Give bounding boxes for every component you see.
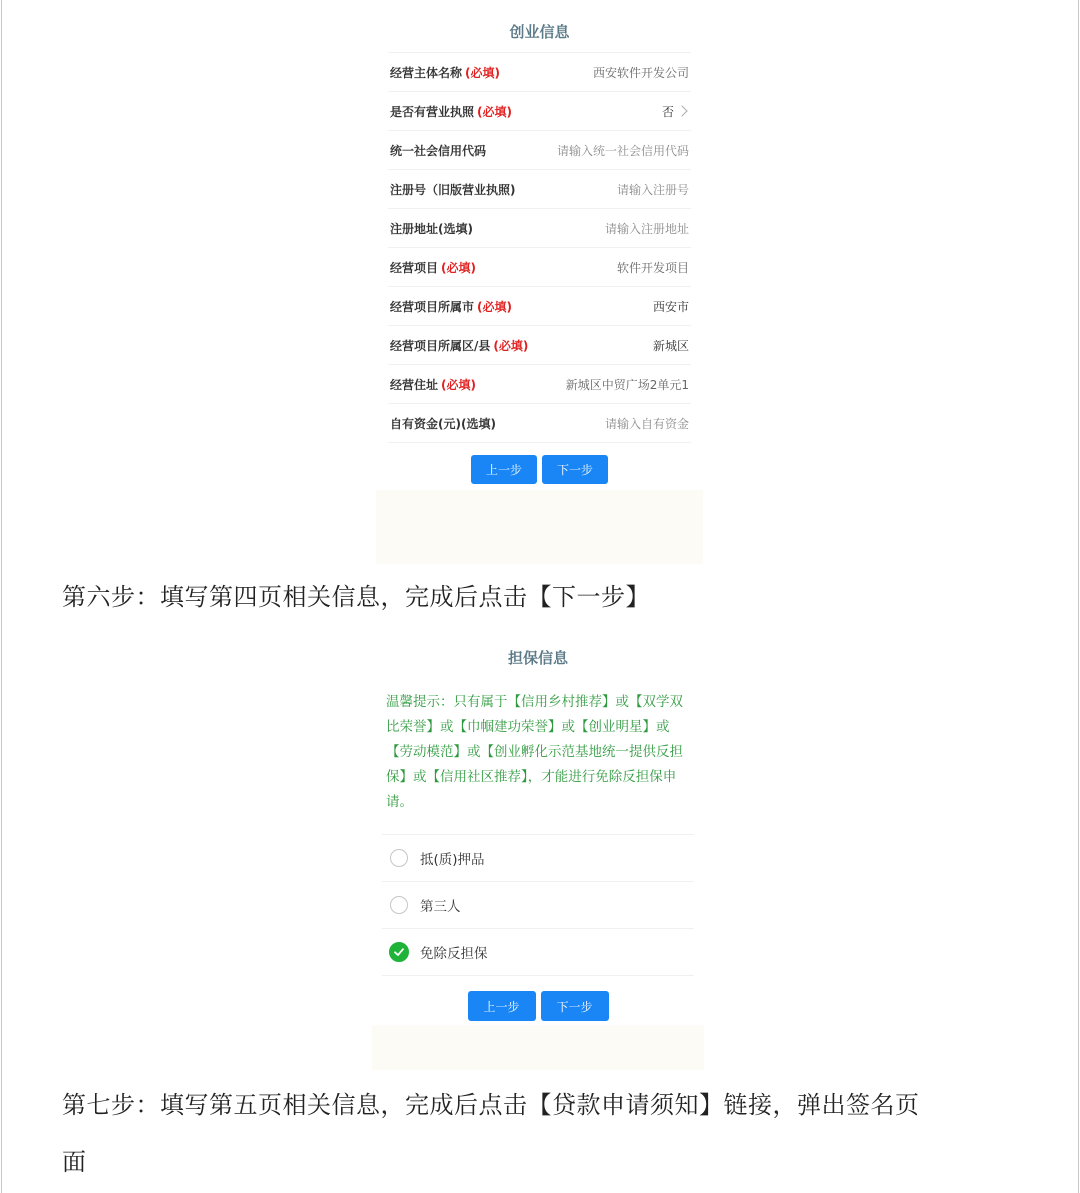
radio-checked-icon[interactable] <box>389 942 409 962</box>
field-label: 经营项目所属区/县 <box>390 338 491 353</box>
footer-area <box>376 490 703 564</box>
radio-unchecked-icon[interactable] <box>390 896 408 914</box>
required-mark: (必填) <box>477 299 512 314</box>
next-step-button[interactable]: 下一步 <box>542 455 608 484</box>
field-label: 是否有营业执照 <box>390 104 475 119</box>
field-label: 统一社会信用代码 <box>390 143 487 158</box>
step-navigation <box>376 455 703 484</box>
guarantee-options <box>382 834 694 976</box>
option-label: 第三人 <box>420 899 461 915</box>
option-waive-counter-guarantee[interactable] <box>382 929 694 976</box>
project-city-row[interactable] <box>388 287 691 326</box>
required-mark: (必填) <box>477 104 512 119</box>
page-border-right <box>1078 0 1079 1193</box>
startup-info-form <box>388 52 691 443</box>
guarantee-info-screenshot <box>372 632 704 1070</box>
own-funds-row[interactable] <box>388 404 691 443</box>
startup-info-screenshot <box>376 0 703 564</box>
step7-caption-continued: 面 <box>62 1148 87 1176</box>
credit-code-input[interactable]: 请输入统一社会信用代码 <box>556 143 689 158</box>
footer-area <box>372 1025 704 1070</box>
business-project-row[interactable] <box>388 248 691 287</box>
step6-caption: 第六步：填写第四页相关信息，完成后点击【下一步】 <box>62 583 650 611</box>
prev-step-button[interactable]: 上一步 <box>468 991 536 1021</box>
business-name-row[interactable] <box>388 53 691 92</box>
step7-caption: 第七步：填写第五页相关信息，完成后点击【贷款申请须知】链接，弹出签名页 <box>62 1091 920 1119</box>
option-collateral[interactable] <box>382 835 694 882</box>
required-mark: (必填) <box>441 377 476 392</box>
field-label: 经营项目所属市 <box>390 299 475 314</box>
field-label: 经营项目 <box>390 260 439 275</box>
registered-address-input[interactable]: 请输入注册地址 <box>604 221 689 236</box>
required-mark: (必填) <box>441 260 476 275</box>
checkmark-icon <box>393 946 405 958</box>
business-address-value[interactable]: 新城区中贸广场2单元1 <box>565 377 689 392</box>
option-label: 免除反担保 <box>420 946 488 962</box>
required-mark: (必填) <box>465 65 500 80</box>
project-district-row[interactable] <box>388 326 691 365</box>
business-project-value[interactable]: 软件开发项目 <box>616 260 689 275</box>
own-funds-input[interactable]: 请输入自有资金 <box>604 416 689 431</box>
registration-number-input[interactable]: 请输入注册号 <box>616 182 689 197</box>
credit-code-row[interactable] <box>388 131 691 170</box>
option-label: 抵(质)押品 <box>420 852 485 868</box>
project-city-value[interactable]: 西安市 <box>652 299 689 314</box>
business-address-row[interactable] <box>388 365 691 404</box>
registered-address-row[interactable] <box>388 209 691 248</box>
page-title: 创业信息 <box>509 23 570 41</box>
registration-number-row[interactable] <box>388 170 691 209</box>
option-third-party[interactable] <box>382 882 694 929</box>
business-license-select[interactable]: 否 <box>661 104 674 119</box>
notice-text: 温馨提示：只有属于【信用乡村推荐】或【双学双比荣誉】或【巾帼建功荣誉】或【创业明星】或【劳动模范】或【创业孵化示范基地统一提供反担保】或【信用社区推荐】，才能进行免除反担保申请。 <box>386 694 683 810</box>
next-step-button[interactable]: 下一步 <box>541 991 609 1021</box>
field-label: 注册号（旧版营业执照) <box>390 182 516 197</box>
required-mark: (必填) <box>493 338 529 353</box>
business-name-value[interactable]: 西安软件开发公司 <box>592 65 689 80</box>
step-navigation <box>372 991 704 1021</box>
field-label: 自有资金(元)(选填) <box>390 416 496 431</box>
page-border-left <box>1 0 2 1193</box>
business-license-row[interactable] <box>388 92 691 131</box>
field-label: 注册地址(选填) <box>390 221 473 236</box>
radio-unchecked-icon[interactable] <box>390 849 408 867</box>
page-title: 担保信息 <box>507 649 568 667</box>
field-label: 经营住址 <box>390 377 439 392</box>
field-label: 经营主体名称 <box>390 65 463 80</box>
project-district-value[interactable]: 新城区 <box>652 338 689 353</box>
chevron-right-icon <box>676 105 687 116</box>
prev-step-button[interactable]: 上一步 <box>471 455 537 484</box>
